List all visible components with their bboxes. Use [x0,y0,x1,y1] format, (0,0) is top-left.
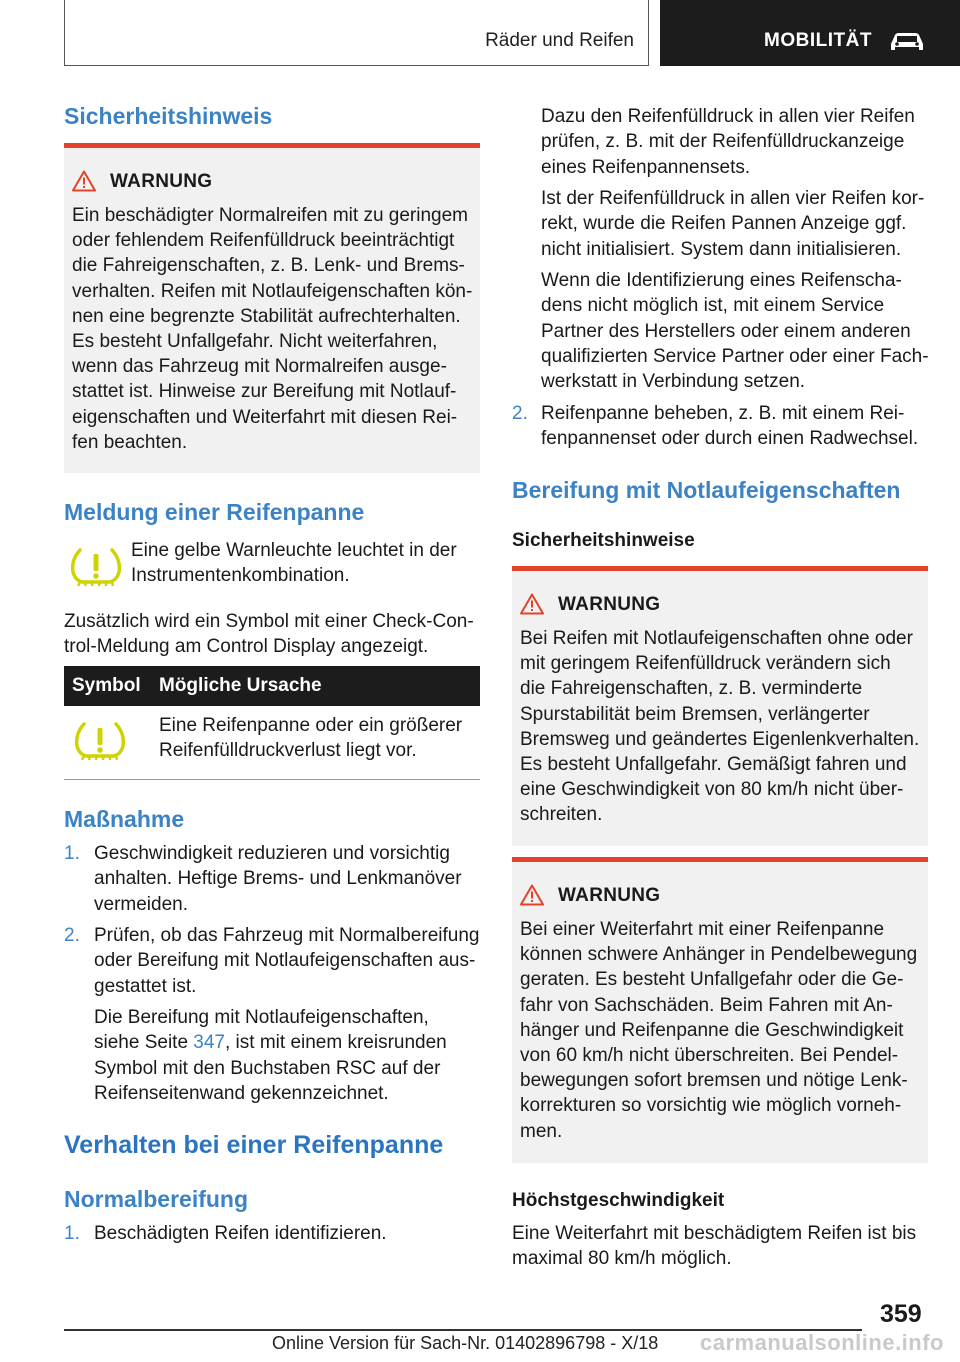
warning-line: die Fahreigenschaften, z. B. Lenk- und Brems‐ [72,255,465,277]
continued-text [541,104,915,180]
warning-line: stattet ist. Hinweise zur Bereifung mit Notlauf‐ [72,381,457,403]
warning-line: men. [520,1120,563,1142]
warning-line: korrekturen so vorsichtig wie möglich vorneh‐ [520,1095,902,1117]
footer-online-version: Online Version für Sach-Nr. 01402896798 - X/18 [272,1333,659,1353]
page-number: 359 [880,1300,922,1328]
correct-pressure-text [541,186,924,262]
max-speed-heading: Höchstgeschwindigkeit [512,1190,725,1211]
warning-line: Es besteht Unfallgefahr. Gemäßigt fahren und [520,754,907,776]
header-chapter-tab [660,0,960,66]
warning-line: nen eine begrenzte Stabilität aufrechterhalten. [72,305,461,327]
warning-triangle-icon [72,170,96,192]
warning-text [520,626,919,828]
warning-line: Bremsweg und geändertes Eigenlenkverhalten. [520,728,920,750]
note-line: Reifenseitenwand gekennzeichnet. [94,1082,389,1104]
warning-line: geraten. Es besteht Unfallgefahr oder die Ge‐ [520,969,904,991]
runflat-heading: Bereifung mit Notlaufeigenschaften [512,477,901,503]
text-line: qualifizierten Service Partner oder einer Fach‐ [541,345,929,367]
note-text: , ist mit einem kreisrunden [225,1032,447,1054]
text-line: dens nicht möglich ist, mit einem Service [541,295,885,317]
warning-line: fahr von Sachschäden. Beim Fahren mit An‐ [520,994,893,1016]
warning-line: wenn das Fahrzeug mit Normalreifen ausge‐ [72,356,447,378]
note-line: Die Bereifung mit Notlaufeigenschaften, [94,1007,429,1028]
warning-box-1 [64,143,480,473]
car-icon [888,30,926,54]
identify-text [541,268,929,394]
additional-text [64,609,474,660]
warning-title: WARNUNG [558,594,661,615]
message-line: Eine gelbe Warnleuchte leuchtet in der [131,540,457,561]
step-text: Beschädigten Reifen identifizieren. [94,1223,387,1244]
tire-pressure-warning-icon [72,718,128,766]
warning-line: können schwere Anhänger in Pendelbewegung [520,944,918,966]
warning-line: fen beachten. [72,431,188,453]
warning-triangle-icon [520,884,544,906]
warning-line: Es besteht Unfallgefahr. Nicht weiterfahren, [72,331,438,353]
measure-heading: Maßnahme [64,806,185,832]
watermark: carmanualsonline.info [700,1330,944,1355]
additional-line: Zusätzlich wird ein Symbol mit einer Check-Con‐ [64,611,474,632]
step-line: oder Bereifung mit Notlaufeigenschaften aus‐ [94,950,476,972]
table-cell-line: Reifenfülldruckverlust liegt vor. [159,740,417,762]
note-text: siehe Seite [94,1032,194,1054]
message-text [131,538,457,589]
warning-title: WARNUNG [110,171,213,192]
header-section-title: Räder und Reifen [485,30,634,51]
text-line: Dazu den Reifenfülldruck in allen vier Reifen [541,106,915,127]
warning-box-3 [512,857,928,1163]
step-line: Reifenpanne beheben, z. B. mit einem Rei‐ [541,403,905,424]
measure-note [94,1005,447,1106]
warning-line: Bei Reifen mit Notlaufeigenschaften ohne oder [520,628,913,649]
step-number: 2. [64,925,80,946]
text-line: nicht initialisiert. System dann initialisieren. [541,238,902,260]
warning-line: oder fehlendem Reifenfülldruck beeinträchtigt [72,230,455,252]
warning-line: die Fahreigenschaften, z. B. verminderte [520,678,863,700]
additional-line: trol-Meldung am Control Display angezeigt. [64,636,429,658]
note-line: Symbol mit den Buchstaben RSC auf der [94,1057,441,1079]
step-text [94,923,479,999]
table-header-cause: Mögliche Ursache [159,675,322,696]
text-line: prüfen, z. B. mit der Reifenfülldruckanzeige [541,131,905,153]
max-speed-text [512,1221,916,1272]
warning-line: eigenschaften und Weiterfahrt mit diesen Rei‐ [72,406,458,428]
warning-line: Ein beschädigter Normalreifen mit zu geringem [72,205,469,226]
normal-tires-heading: Normalbereifung [64,1186,249,1212]
step-number: 2. [512,403,528,424]
warning-box-2 [512,566,928,846]
warning-text [520,917,917,1144]
page-reference-link[interactable]: 347 [193,1032,225,1054]
step-line: Geschwindigkeit reduzieren und vorsichtig [94,843,450,864]
text-line: Ist der Reifenfülldruck in allen vier Reifen kor‐ [541,188,925,209]
warning-title: WARNUNG [558,885,661,906]
warning-line: von 60 km/h nicht überschreiten. Bei Pendel‐ [520,1045,899,1067]
warning-text [72,203,472,455]
step-line: vermeiden. [94,893,188,915]
header-chapter-title: MOBILITÄT [764,30,872,51]
table-cell-line: Eine Reifenpanne oder ein größerer [159,715,463,736]
warning-line: hänger und Reifenpanne die Geschwindigkeit [520,1019,904,1041]
step-line: gestattet ist. [94,975,197,997]
safety-subheading: Sicherheitshinweise [512,530,695,551]
tire-pressure-warning-icon [68,544,124,592]
text-line: eines Reifenpannensets. [541,156,751,178]
warning-line: mit geringem Reifenfülldruck verändern sich [520,653,891,675]
text-line: Wenn die Identifizierung eines Reifenscha‐ [541,270,902,291]
step-line: fenpannenset oder durch einen Radwechsel. [541,428,919,450]
message-line: Instrumentenkombination. [131,565,350,587]
step-number: 1. [64,843,80,864]
note-line [94,1030,447,1055]
warning-triangle-icon [520,593,544,615]
warning-line: Bei einer Weiterfahrt mit einer Reifenpanne [520,919,885,940]
safety-heading: Sicherheitshinweis [64,103,273,129]
text-line: rekt, wurde die Reifen Pannen Anzeige ggf. [541,213,907,235]
text-line: werkstatt in Verbindung setzen. [541,371,806,393]
step-line: anhalten. Heftige Brems- und Lenkmanöver [94,868,462,890]
text-line: maximal 80 km/h möglich. [512,1248,732,1270]
table-bottom-rule [64,779,480,780]
text-line: Partner des Herstellers oder einem anderen [541,320,911,342]
warning-line: Spurstabilität beim Bremsen, verlängerter [520,703,870,725]
warning-line: bewegungen sofort bremsen und nötige Lenk‐ [520,1070,908,1092]
behavior-heading: Verhalten bei einer Reifenpanne [64,1131,444,1159]
table-header [64,666,480,706]
step-text [94,841,462,917]
header-section-box [64,0,649,66]
table-header-symbol: Symbol [72,675,141,696]
text-line: Eine Weiterfahrt mit beschädigtem Reifen ist bis [512,1223,917,1244]
warning-line: eine Geschwindigkeit von 80 km/h nicht über‐ [520,779,904,801]
table-row-cause [159,713,462,764]
step-line: Prüfen, ob das Fahrzeug mit Normalbereifung [94,925,480,946]
warning-line: verhalten. Reifen mit Notlaufeigenschaften kön‐ [72,280,473,302]
step-text [541,401,918,452]
message-heading: Meldung einer Reifenpanne [64,499,365,525]
warning-line: schreiten. [520,804,603,826]
step-number: 1. [64,1223,80,1244]
